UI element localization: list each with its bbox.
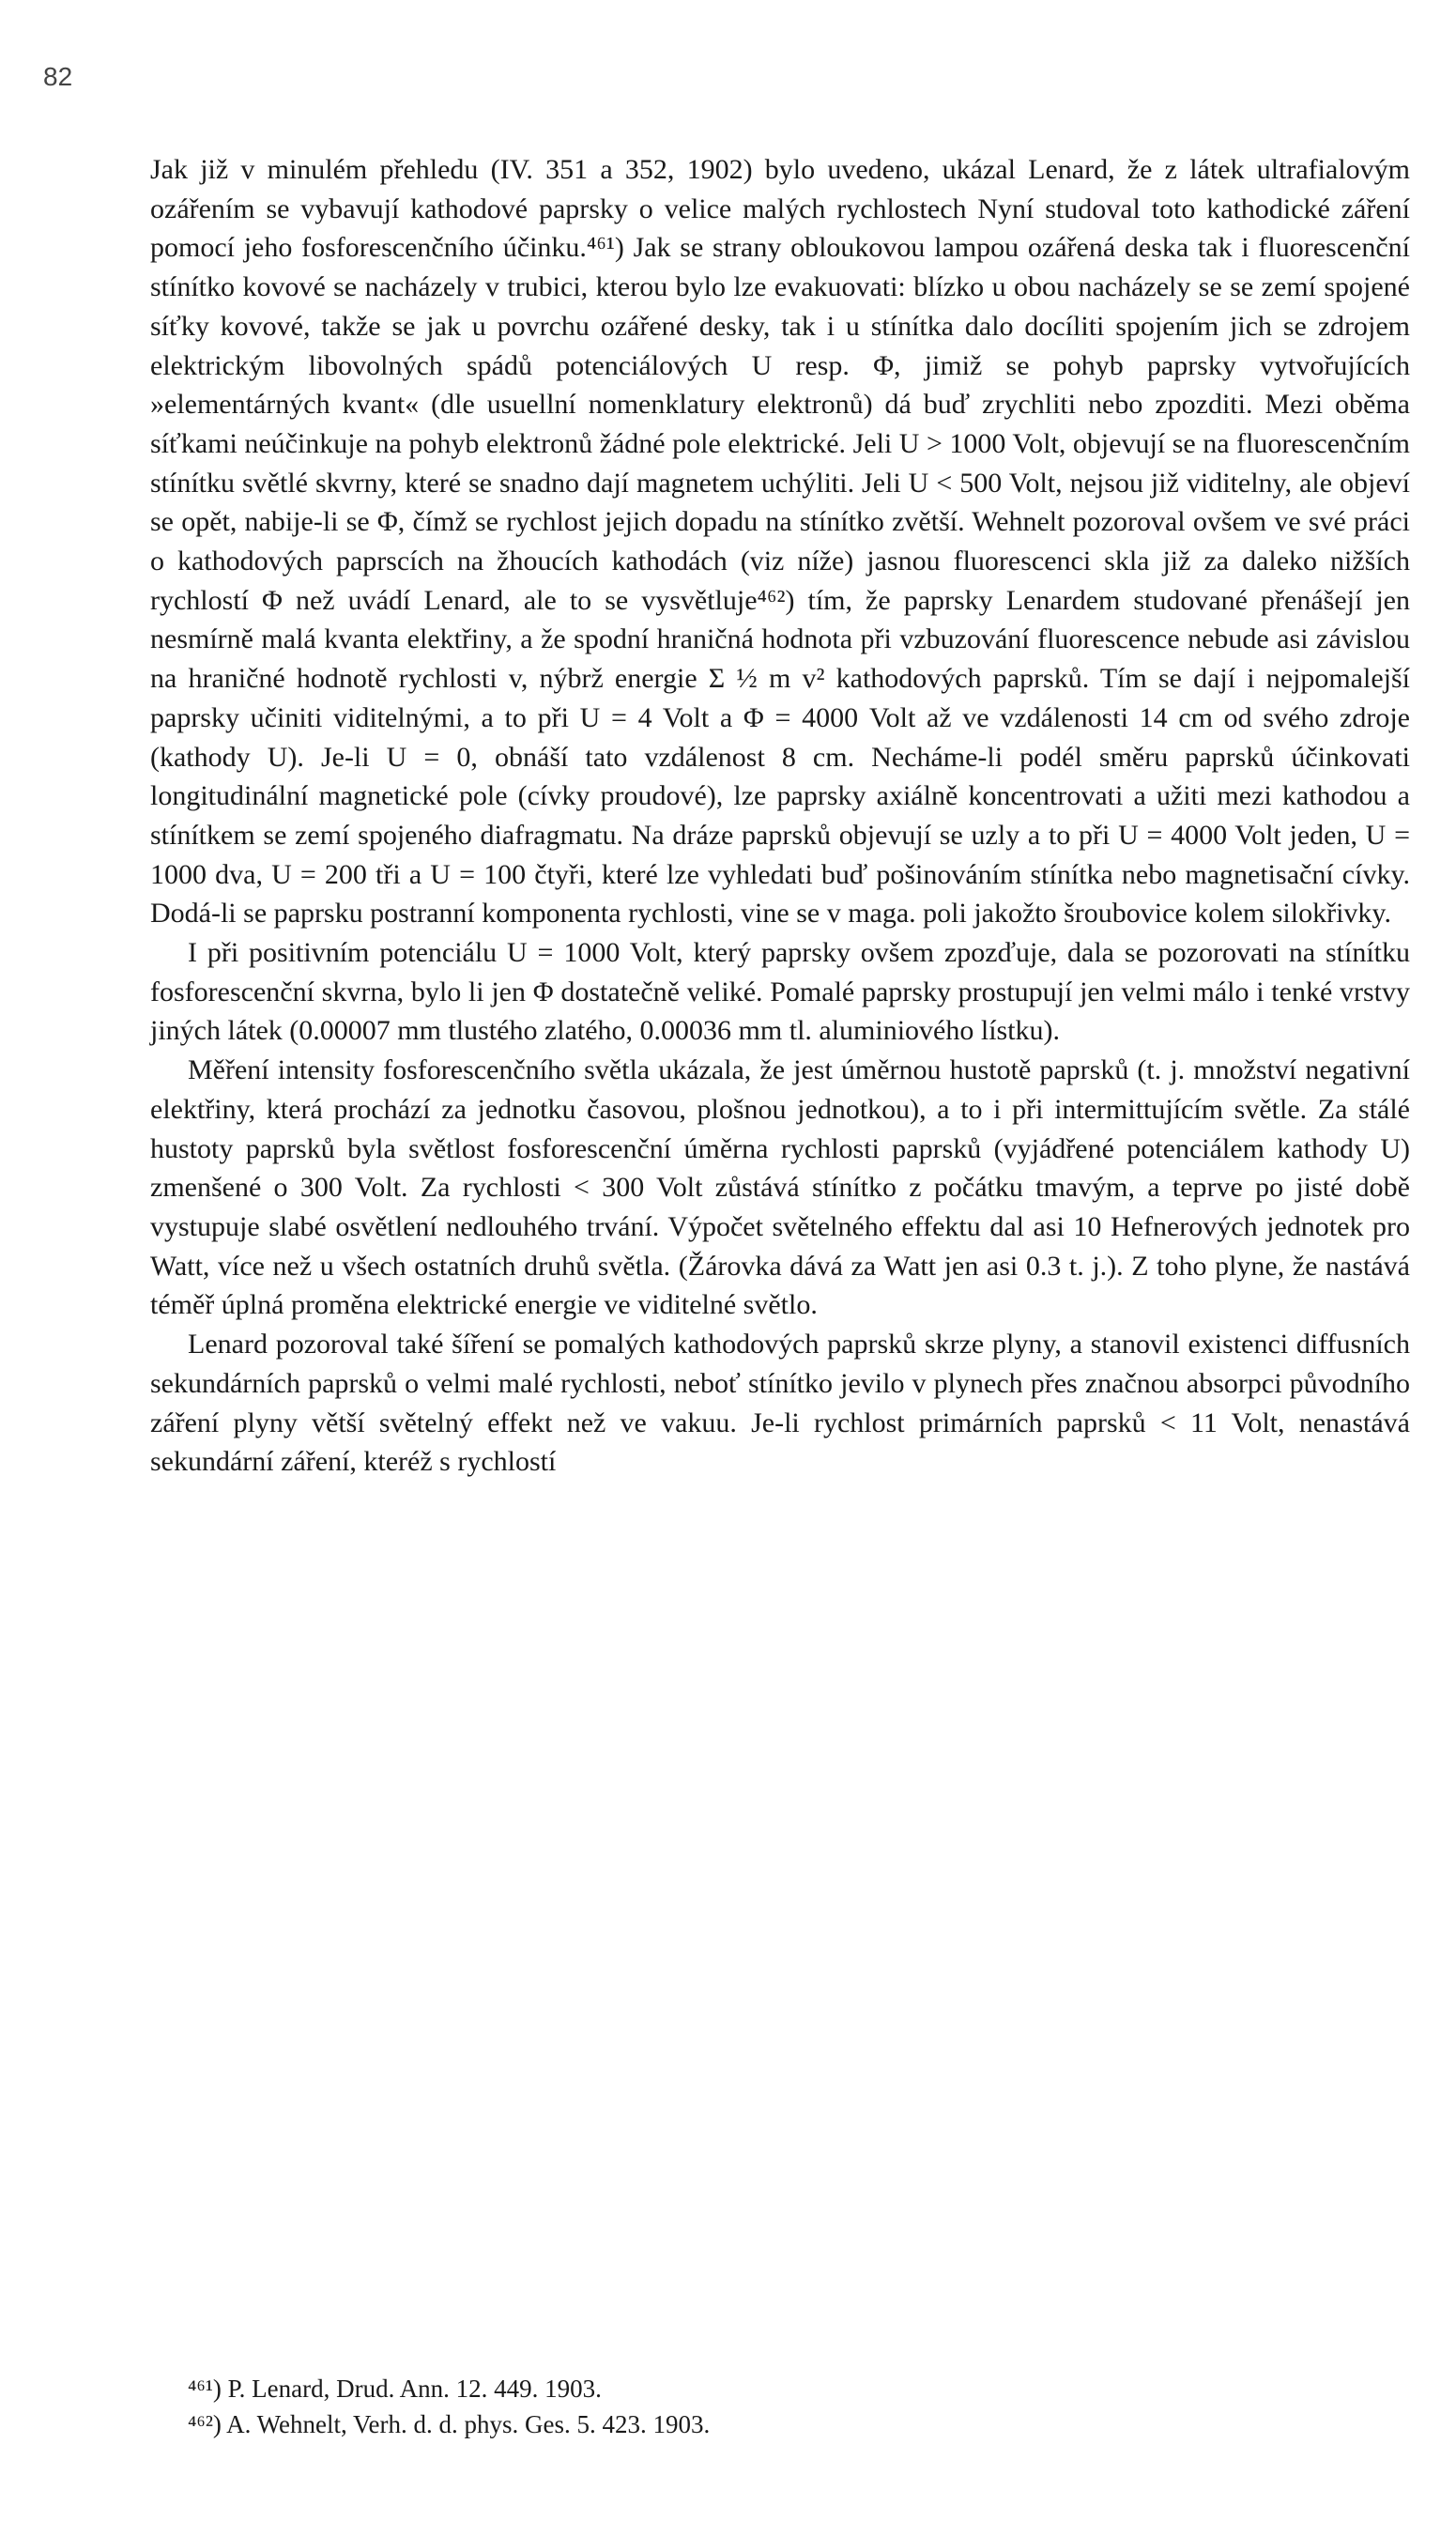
footnote: ⁴⁶²) A. Wehnelt, Verh. d. d. phys. Ges. 5. 423. 1903. [188,2410,711,2438]
paragraph: Lenard pozoroval také šíření se pomalých kathodových paprsků skrze plyny, a stanovil existenci diffusních sekundárních paprsků o velmi malé rychlosti, neboť stínítko jevilo v plynech přes značnou absorpci původního záření plyny větší světelný effekt než ve vakuu. Je-li rychlost primárních paprsků < 11 Volt, nenastává sekundární záření, kteréž s rychlostí [150,1329,1410,1478]
footnotes [188,2371,1408,2442]
paragraph: I při positivním potenciálu U = 1000 Volt, který paprsky ovšem zpozďuje, dala se pozorovati na stínítku fosforescenční skvrna, bylo li jen Φ dostatečně veliké. Pomalé paprsky prostupují jen velmi málo i tenké vrstvy jiných látek (0.00007 mm tlustého zlatého, 0.00036 mm tl. aluminiového lístku). [150,937,1410,1047]
paragraph: Jak již v minulém přehledu (IV. 351 a 352, 1902) bylo uvedeno, ukázal Lenard, že z látek ultrafialovým ozářením se vybavují kathodové paprsky o velice malých rychlostech Nyní studoval toto kathodické záření pomocí jeho fosforescenčního účinku.⁴⁶¹) Jak se strany obloukovou lampou ozářená deska tak i fluorescenční stínítko kovové se nacházely v trubici, kterou bylo lze evakuovati: blízko u obou nacházely se se zemí spojené síťky kovové, takže se jak u povrchu ozářené desky, tak i u stínítka dalo docíliti spojením jich se zdrojem elektrickým libovolných spádů potenciálových U resp. Φ, jimiž se pohyb paprsky vytvořujících »elementárných kvant« (dle usuellní nomenklatury elektronů) dá buď zrychliti nebo zpozditi. Mezi oběma síťkami neúčinkuje na pohyb elektronů žádné pole elektrické. Jeli U > 1000 Volt, objevují se na fluorescenčním stínítku světlé skvrny, které se snadno dají magnetem uchýliti. Jeli U < 500 Volt, nejsou již viditelny, ale objeví se opět, nabije-li se Φ, čímž se rychlost jejich dopadu na stínítko zvětší. Wehnelt pozoroval ovšem ve své práci o kathodových paprscích na žhoucích kathodách (viz níže) jasnou fluorescenci skla již za daleko nižších rychlostí Φ než uvádí Lenard, ale to se vysvětluje⁴⁶²) tím, že paprsky Lenardem studované přenášejí jen nesmírně malá kvanta elektřiny, a že spodní hraničná hodnota při vzbuzování fluorescence nebude asi závislou na hraničné hodnotě rychlosti v, nýbrž energie Σ ½ m v² kathodových paprsků. Tím se dají i nejpomalejší paprsky učiniti viditelnými, a to při U = 4 Volt a Φ = 4000 Volt až ve vzdálenosti 14 cm od svého zdroje (kathody U). Je-li U = 0, obnáší tato vzdálenost 8 cm. Necháme-li podél směru paprsků účinkovati longitudinální magnetické pole (cívky proudové), lze paprsky axiálně koncentrovati a užiti mezi kathodou a stínítkem se zemí spojeného diafragmatu. Na dráze paprsků objevují se uzly a to při U = 4000 Volt jeden, U = 1000 dva, U = 200 tři a U = 100 čtyři, které lze vyhledati buď pošinováním stínítka nebo magnetisační cívky. Dodá-li se paprsku postranní komponenta rychlosti, vine se v maga. poli jakožto šroubovice kolem silokřivky. [150,154,1410,930]
footnote: ⁴⁶¹) P. Lenard, Drud. Ann. 12. 449. 1903. [188,2375,602,2403]
body-text [150,150,1410,1482]
paragraph: Měření intensity fosforescenčního světla ukázala, že jest úměrnou hustotě paprsků (t. j. množství negativní elektřiny, která prochází za jednotku časovou, plošnou jednotkou), a to i při intermittujícím světle. Za stálé hustoty paprsků byla světlost fosforescenční úměrna rychlosti paprsků (vyjádřené potenciálem kathody U) zmenšené o 300 Volt. Za rychlosti < 300 Volt zůstává stínítko z počátku tmavým, a teprve po jisté době vystupuje slabé osvětlení nedlouhého trvání. Výpočet světelného effektu dal asi 10 Hefnerových jednotek pro Watt, více než u všech ostatních druhů světla. (Žárovka dává za Watt jen asi 0.3 t. j.). Z toho plyne, že nastává téměř úplná proměna elektrické energie ve viditelné světlo. [150,1054,1410,1321]
page-number: 82 [43,62,73,91]
